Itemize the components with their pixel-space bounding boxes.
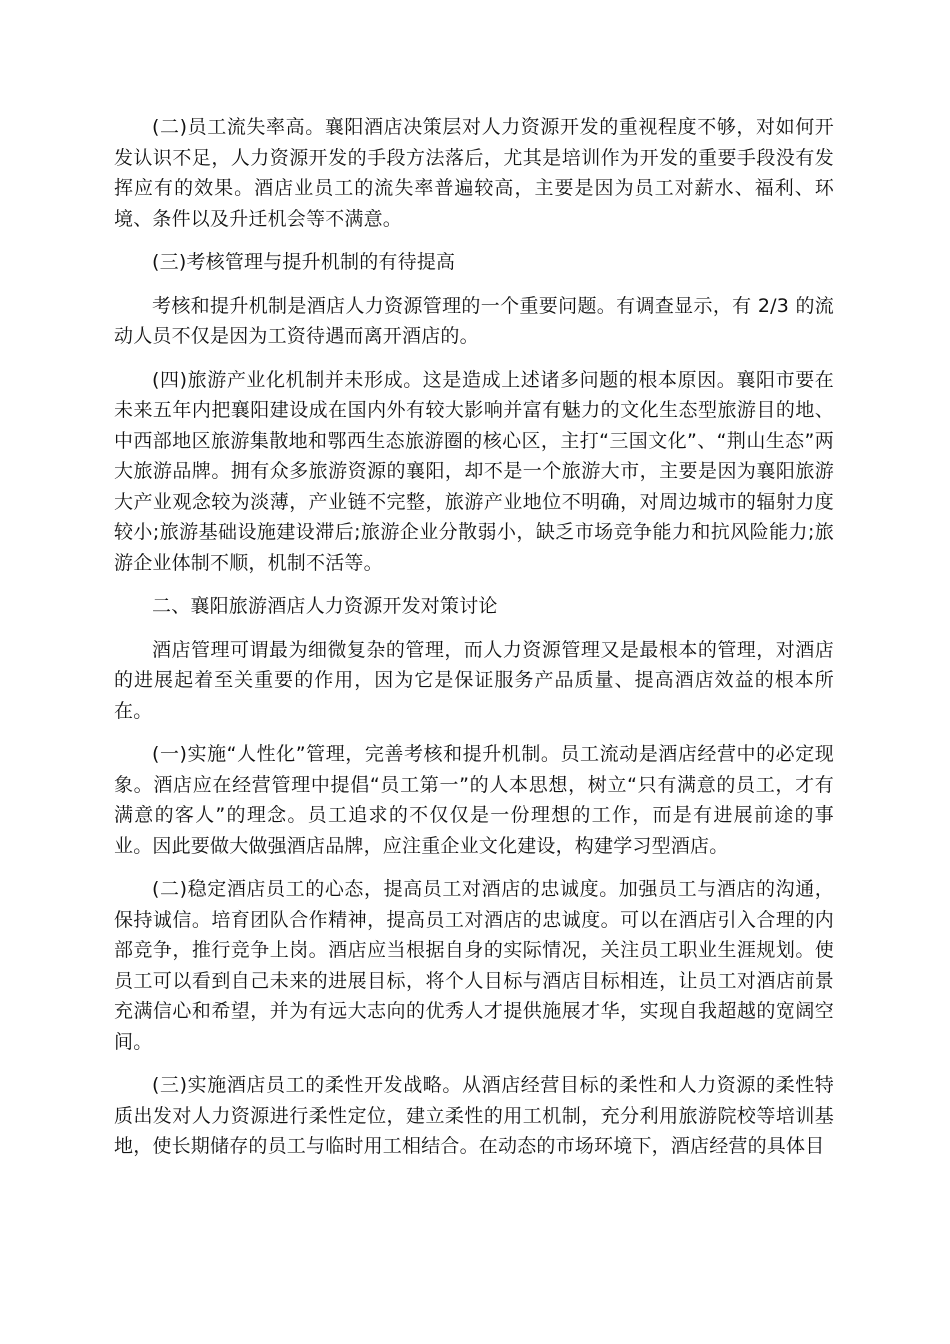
paragraph-staff-turnover: (二)员工流失率高。襄阳酒店决策层对人力资源开发的重视程度不够，对如何开发认识不足，人力资源开发的手段方法落后，尤其是培训作为开发的重要手段没有发挥应有的效果。酒店业员工的流失率普遍较高，主要是因为员工对薪水、福利、环境、条件以及升迁机会等不满意。 bbox=[114, 116, 834, 230]
paragraph-flexible-development: (三)实施酒店员工的柔性开发战略。从酒店经营目标的柔性和人力资源的柔性特质出发对人力资源进行柔性定位，建立柔性的用工机制，充分利用旅游院校等培训基地，使长期储存的员工与临时用工相结合。在动态的市场环境下，酒店经营的具体目 bbox=[114, 1074, 834, 1157]
paragraph-tourism-industry: (四)旅游产业化机制并未形成。这是造成上述诸多问题的根本原因。襄阳市要在未来五年内把襄阳建设成在国内外有较大影响并富有魅力的文化生态型旅游目的地、中西部地区旅游集散地和鄂西生态旅游圈的核心区，主打“三国文化”、“荆山生态”两大旅游品牌。拥有众多旅游资源的襄阳，却不是一个旅游大市，主要是因为襄阳旅游大产业观念较为淡薄，产业链不完整，旅游产业地位不明确，对周边城市的辐射力度较小;旅游基础设施建设滞后;旅游企业分散弱小，缺乏市场竞争能力和抗风险能力;旅游企业体制不顺，机制不活等。 bbox=[114, 368, 834, 574]
paragraph-assessment: 考核和提升机制是酒店人力资源管理的一个重要问题。有调查显示，有 2/3 的流动人员不仅是因为工资待遇而离开酒店的。 bbox=[114, 294, 834, 347]
section-heading-assessment: (三)考核管理与提升机制的有待提高 bbox=[152, 251, 456, 273]
section-heading-countermeasures: 二、襄阳旅游酒店人力资源开发对策讨论 bbox=[152, 595, 498, 617]
paragraph-staff-loyalty: (二)稳定酒店员工的心态，提高员工对酒店的忠诚度。加强员工与酒店的沟通，保持诚信。培育团队合作精神，提高员工对酒店的忠诚度。可以在酒店引入合理的内部竞争，推行竞争上岗。酒店应当根据自身的实际情况，关注员工职业生涯规划。使员工可以看到自己未来的进展目标，将个人目标与酒店目标相连，让员工对酒店前景充满信心和希望，并为有远大志向的优秀人才提供施展才华，实现自我超越的宽阔空间。 bbox=[114, 878, 834, 1053]
document-body bbox=[114, 112, 834, 1175]
paragraph-humanized-management: (一)实施“人性化”管理，完善考核和提升机制。员工流动是酒店经营中的必定现象。酒店应在经营管理中提倡“员工第一”的人本思想，树立“只有满意的员工，才有满意的客人”的理念。员工追求的不仅仅是一份理想的工作，而是有进展前途的事业。因此要做大做强酒店品牌，应注重企业文化建设，构建学习型酒店。 bbox=[114, 743, 834, 857]
paragraph-hotel-management: 酒店管理可谓最为细微复杂的管理，而人力资源管理又是最根本的管理，对酒店的进展起着至关重要的作用，因为它是保证服务产品质量、提高酒店效益的根本所在。 bbox=[114, 638, 834, 722]
